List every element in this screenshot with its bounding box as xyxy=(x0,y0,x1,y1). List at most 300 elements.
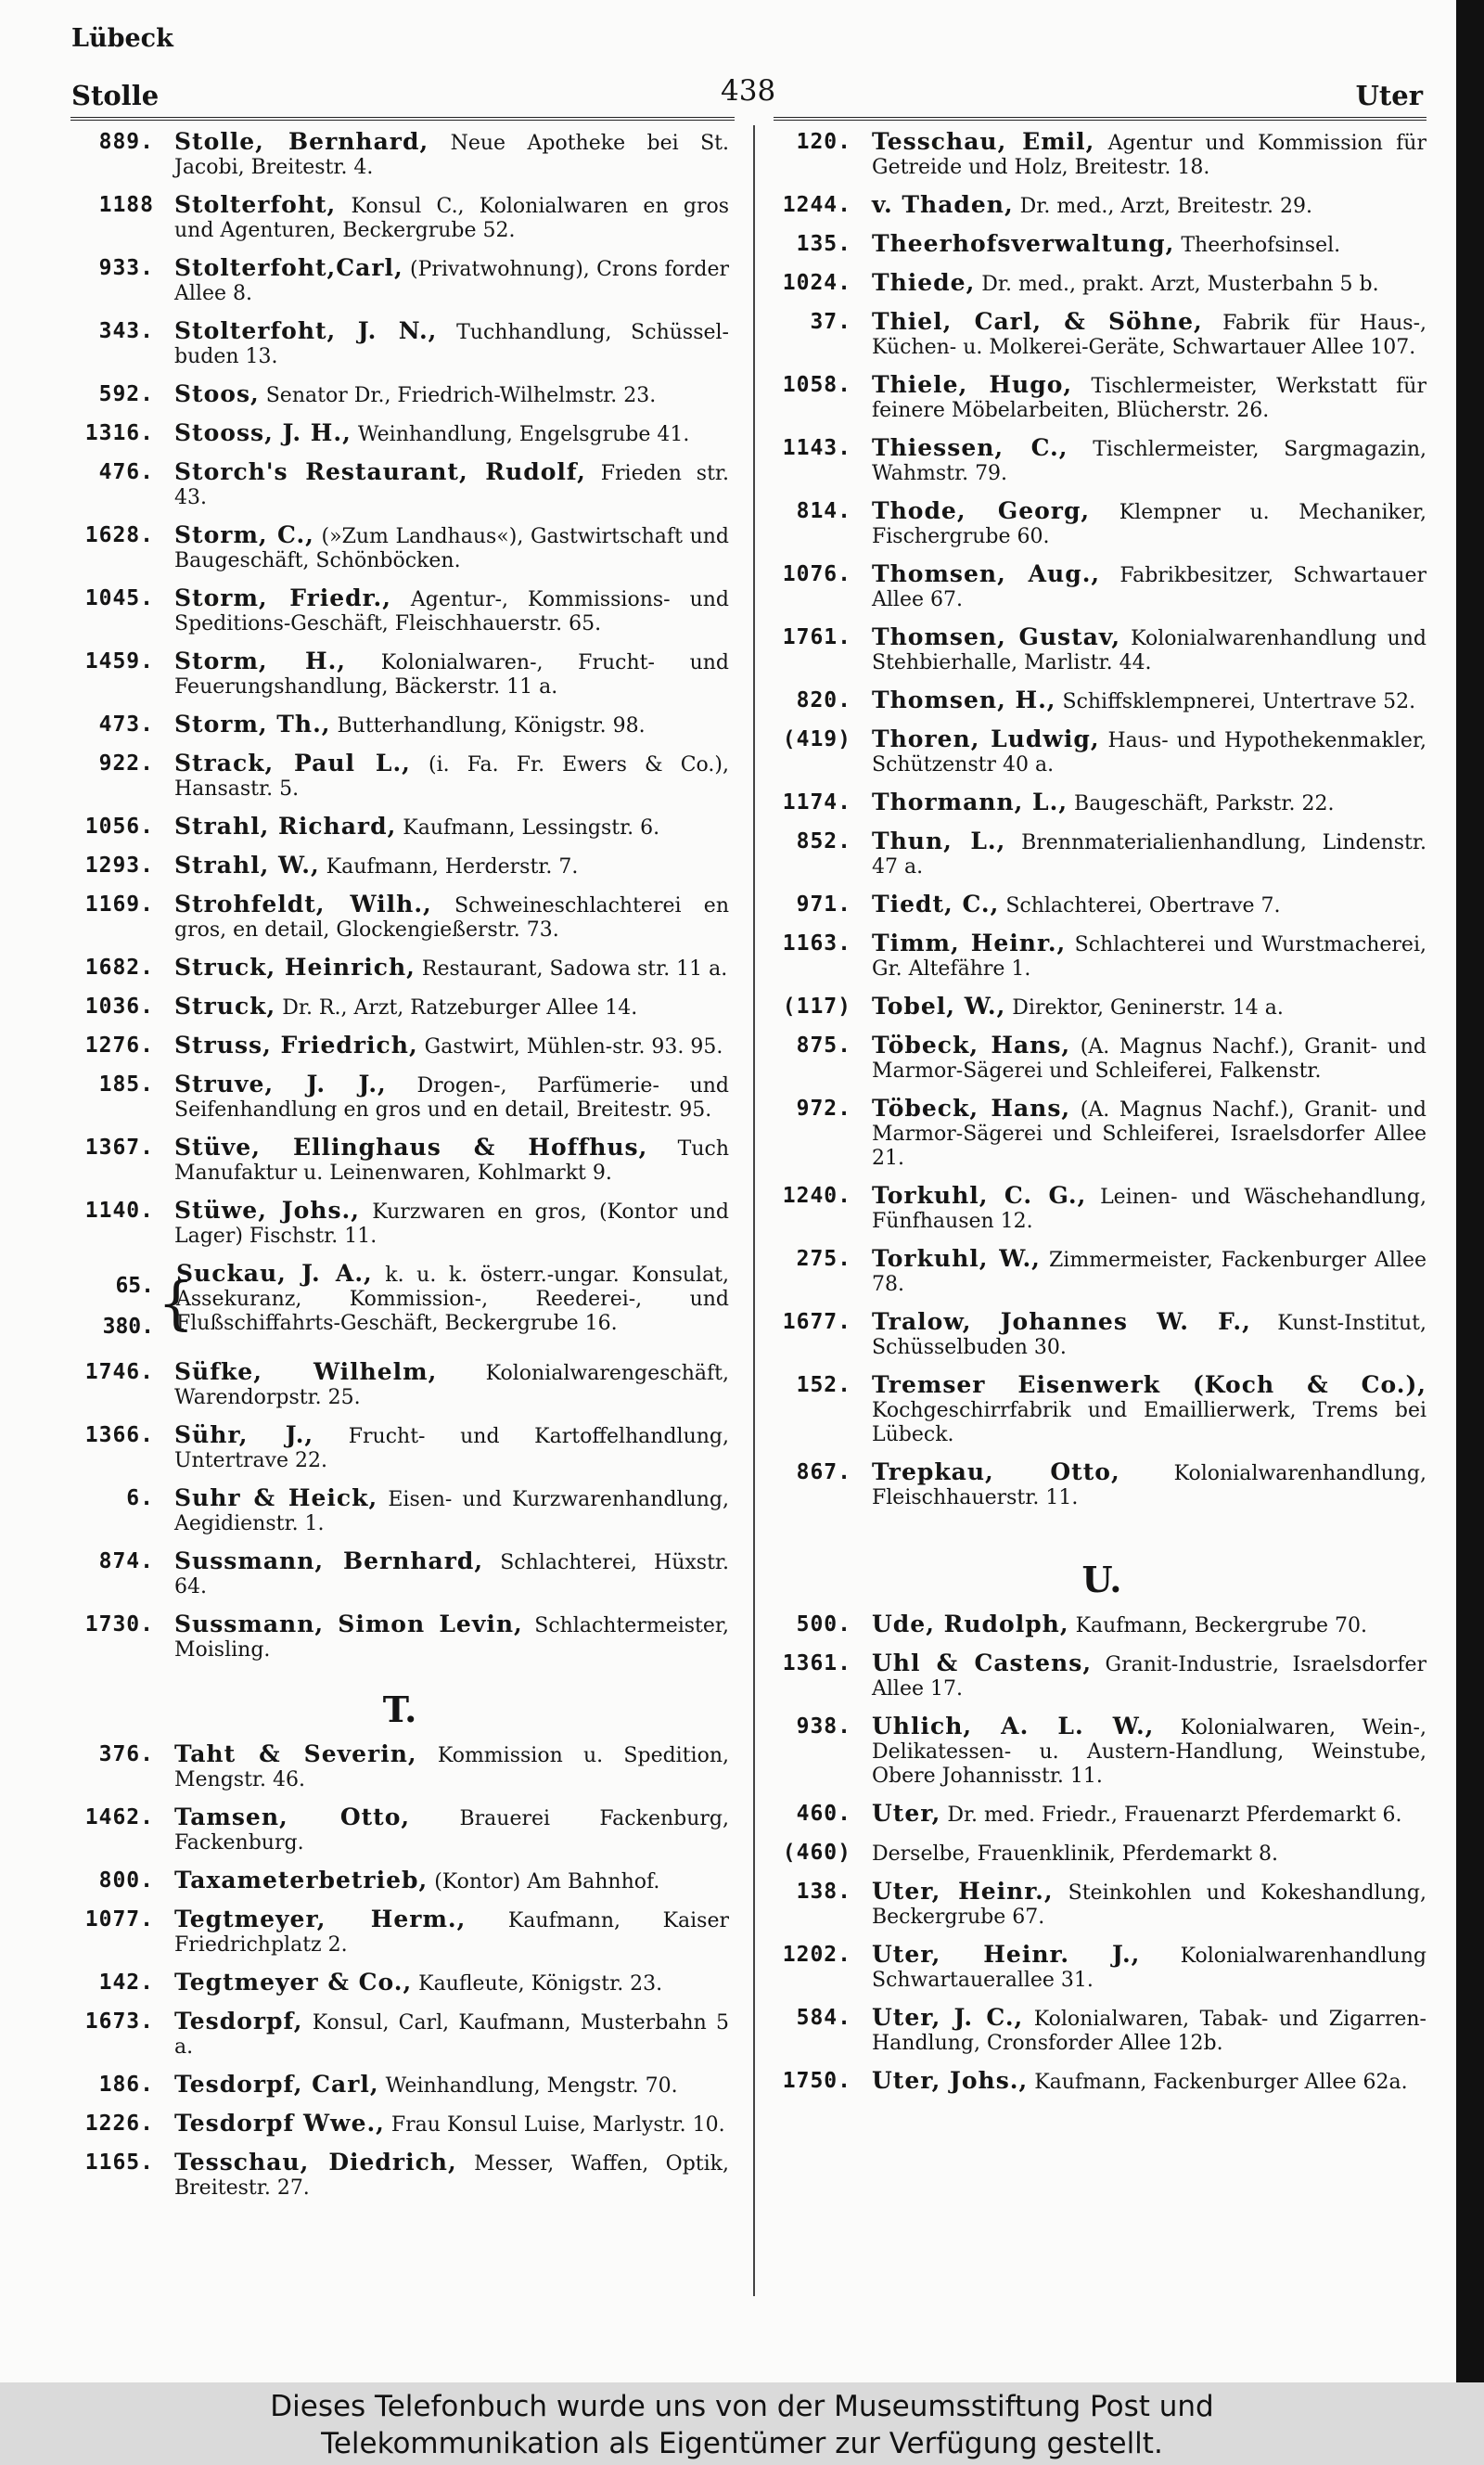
directory-entry xyxy=(70,1360,729,1410)
directory-entry xyxy=(70,421,729,447)
entry-details: Zimmermeister, Fackenburger Allee 78. xyxy=(872,1249,1427,1296)
entry-name: Taxameterbetrieb, xyxy=(174,1867,429,1894)
phone-number: 1730. xyxy=(84,1612,154,1637)
entry-name: Torkuhl, W., xyxy=(872,1245,1041,1272)
entry-text xyxy=(872,1310,1426,1360)
directory-entry xyxy=(777,1714,1426,1789)
directory-entry xyxy=(777,625,1426,675)
phone-number: 1316. xyxy=(84,421,154,445)
entry-text xyxy=(872,688,1426,714)
directory-entry xyxy=(70,2009,729,2060)
entry-name: Uter, Johs., xyxy=(872,2067,1029,2094)
phone-number: 1673. xyxy=(84,2009,154,2034)
phone-number: 500. xyxy=(796,1612,851,1637)
phone-number: 800. xyxy=(98,1868,154,1893)
directory-entry xyxy=(777,829,1426,879)
entry-text xyxy=(174,995,729,1021)
directory-entry xyxy=(777,1841,1426,1867)
entry-text xyxy=(174,1612,729,1663)
entry-details: Kolonialwarenhandlung Schwartauerallee 31. xyxy=(872,1945,1427,1992)
entry-text xyxy=(872,310,1426,360)
entry-text xyxy=(872,892,1426,918)
directory-entry xyxy=(70,130,729,180)
entry-details: Weinhandlung, Engelsgrube 41. xyxy=(357,423,690,446)
phone-number: 1293. xyxy=(84,854,154,878)
entry-details: Dr. med., prakt. Arzt, Musterbahn 5 b. xyxy=(981,273,1379,296)
entry-name: Taht & Severin, xyxy=(174,1740,417,1767)
entry-text xyxy=(174,956,729,982)
entry-details: Kaufmann, Fackenburger Allee 62a. xyxy=(1034,2071,1408,2094)
directory-entry xyxy=(70,1423,729,1473)
entry-details: (A. Magnus Nachf.), Granit- und Marmor-Sägerei und Schleiferei, Falkenstr. xyxy=(872,1035,1427,1083)
entry-text xyxy=(872,995,1426,1021)
directory-entry xyxy=(777,271,1426,297)
entry-name: Storm, Th., xyxy=(174,711,331,738)
entry-name: v. Thaden, xyxy=(872,191,1014,218)
header-rule-left xyxy=(70,117,735,121)
directory-entry xyxy=(777,562,1426,612)
page-number: 438 xyxy=(721,74,776,108)
phone-number: 938. xyxy=(796,1714,851,1739)
entry-details: Kolonialwarengeschäft, Warendorpstr. 25. xyxy=(174,1362,729,1409)
directory-entry xyxy=(777,1097,1426,1171)
directory-entry xyxy=(777,1802,1426,1828)
entry-details: Schiffsklempnerei, Untertrave 52. xyxy=(1062,690,1416,713)
directory-entry xyxy=(70,586,729,636)
entry-text xyxy=(872,1184,1426,1234)
entry-text xyxy=(174,2150,729,2201)
entry-details: (Kontor) Am Bahnhof. xyxy=(434,1870,660,1894)
entry-text xyxy=(872,1943,1426,1993)
entry-name: Tobel, W., xyxy=(872,993,1006,1020)
entry-name: Strahl, Richard, xyxy=(174,813,397,840)
phone-number: 142. xyxy=(98,1971,154,1995)
entry-details: Tischlermeister, Sargmagazin, Wahmstr. 79. xyxy=(872,438,1426,485)
directory-entry xyxy=(777,1184,1426,1234)
entry-name: Tralow, Johannes W. F., xyxy=(872,1308,1251,1335)
braced-entry xyxy=(70,1262,729,1347)
entry-details: Fabrikbesitzer, Schwartauer Allee 67. xyxy=(872,564,1427,611)
entry-details: Dr. med. Friedr., Frauenarzt Pferdemarkt 6. xyxy=(947,1804,1402,1827)
entry-name: Struck, Heinrich, xyxy=(174,954,416,981)
entry-name: Tesschau, Diedrich, xyxy=(174,2149,457,2176)
directory-entry xyxy=(70,1199,729,1249)
phone-number: (460) xyxy=(782,1841,851,1865)
phone-number: 476. xyxy=(98,460,154,484)
phone-number: 1143. xyxy=(782,436,851,460)
directory-entry xyxy=(70,193,729,243)
entry-name: Thomsen, Aug., xyxy=(872,560,1101,587)
phone-number: 1761. xyxy=(782,625,851,649)
entry-name: Suhr & Heick, xyxy=(174,1484,378,1511)
entry-name: Tesdorpf, xyxy=(174,2008,303,2035)
directory-entry xyxy=(70,854,729,879)
directory-entry xyxy=(777,1943,1426,1993)
phone-number: 922. xyxy=(98,751,154,776)
entry-name: Strahl, W., xyxy=(174,852,320,879)
entry-details: Frieden str. 43. xyxy=(174,462,729,509)
phone-number: (117) xyxy=(782,995,851,1019)
entry-name: Tegtmeyer, Herm., xyxy=(174,1906,467,1932)
entry-details: k. u. k. österr.-ungar. Konsulat, Assekuranz, Kommission-, Reederei-, und Flußschiffahrts-Geschäft, Beckergrube 16. xyxy=(176,1264,730,1335)
directory-entry xyxy=(70,2112,729,2138)
entry-name: Uhl & Castens, xyxy=(872,1650,1093,1676)
entry-text xyxy=(174,193,729,243)
entry-text xyxy=(872,562,1426,612)
phone-number: 1076. xyxy=(782,562,851,586)
entry-details: Schlachterei und Wurstmacherei, Gr. Altefähre 1. xyxy=(872,933,1426,981)
entry-text xyxy=(174,586,729,636)
phone-number: 1174. xyxy=(782,790,851,815)
phone-number: 1628. xyxy=(84,523,154,547)
entry-name: Storm, H., xyxy=(174,648,347,674)
entry-text xyxy=(174,1423,729,1473)
curly-brace: { xyxy=(158,1269,195,1337)
phone-number: 1188 xyxy=(98,193,154,217)
scan-edge xyxy=(1456,0,1484,2382)
entry-text xyxy=(174,713,729,738)
entry-text xyxy=(174,523,729,573)
directory-entry xyxy=(777,931,1426,982)
right-entries xyxy=(777,130,1426,1510)
entry-details: Frau Konsul Luise, Marlystr. 10. xyxy=(390,2113,725,2137)
directory-entry xyxy=(70,956,729,982)
entry-text xyxy=(174,319,729,369)
entry-text xyxy=(174,854,729,879)
entry-name: Tesschau, Emil, xyxy=(872,128,1095,155)
phone-number: 37. xyxy=(810,310,851,334)
entry-text xyxy=(872,1460,1426,1510)
directory-entry xyxy=(777,1373,1426,1447)
phone-number: 1036. xyxy=(84,995,154,1019)
header-rule-right xyxy=(774,117,1426,121)
phone-number: 852. xyxy=(796,829,851,854)
entry-details: Kommission u. Spedition, Mengstr. 46. xyxy=(174,1744,729,1791)
entry-details: Kaufmann, Herderstr. 7. xyxy=(326,855,579,879)
phone-number: 152. xyxy=(796,1373,851,1397)
directory-entry xyxy=(70,713,729,738)
entry-name: Töbeck, Hans, xyxy=(872,1032,1071,1059)
entry-name: Uhlich, A. L. W., xyxy=(872,1713,1155,1740)
entry-text xyxy=(872,1714,1426,1789)
phone-number: 120. xyxy=(796,130,851,154)
entry-details: Kolonialwarenhandlung, Fleischhauerstr. 11. xyxy=(872,1462,1427,1509)
directory-entry xyxy=(777,1034,1426,1084)
entry-details: Kaufmann, Lessingstr. 6. xyxy=(403,816,660,840)
entry-text xyxy=(174,1072,729,1123)
phone-number: 135. xyxy=(796,232,851,256)
entry-name: Thiele, Hugo, xyxy=(872,371,1073,398)
entry-name: Uter, J. C., xyxy=(872,2004,1024,2031)
entry-text xyxy=(174,751,729,802)
phone-number: 1459. xyxy=(84,649,154,674)
entry-text xyxy=(872,1247,1426,1297)
phone-number: 1045. xyxy=(84,586,154,610)
phone-number: 1163. xyxy=(782,931,851,956)
entry-name: Storch's Restaurant, Rudolf, xyxy=(174,458,586,485)
entry-name: Thiessen, C., xyxy=(872,434,1068,461)
directory-entry xyxy=(777,892,1426,918)
braced-number: 380. xyxy=(102,1315,154,1339)
entry-details: Schlachterei, Obertrave 7. xyxy=(1005,894,1281,918)
header-last-entry: Uter xyxy=(1355,80,1423,111)
entry-text xyxy=(872,1802,1426,1828)
phone-number: 971. xyxy=(796,892,851,917)
entry-details: Leinen- und Wäschehandlung, Fünfhausen 12. xyxy=(872,1186,1426,1233)
directory-entry xyxy=(70,1612,729,1663)
directory-entry xyxy=(777,1310,1426,1360)
entry-text xyxy=(872,2069,1426,2095)
directory-entry xyxy=(70,1971,729,1996)
entry-name: Töbeck, Hans, xyxy=(872,1095,1071,1122)
entry-text xyxy=(174,1199,729,1249)
left-column xyxy=(70,130,729,2214)
entry-details: Weinhandlung, Mengstr. 70. xyxy=(385,2074,678,2098)
phone-number: 1226. xyxy=(84,2112,154,2136)
entry-details: Drogen-, Parfümerie- und Seifenhandlung en gros und en detail, Breitestr. 95. xyxy=(174,1074,729,1122)
directory-entry xyxy=(777,436,1426,486)
entry-name: Stolterfoht, J. N., xyxy=(174,317,438,344)
section-letter-u: U. xyxy=(1081,1559,1122,1600)
phone-number: 1056. xyxy=(84,815,154,839)
entry-details: Kaufmann, Beckergrube 70. xyxy=(1075,1614,1367,1637)
entry-details: Tuch Manufaktur u. Leinenwaren, Kohlmarkt 9. xyxy=(174,1137,729,1185)
phone-number: (419) xyxy=(782,727,851,751)
entry-details: Direktor, Geninerstr. 14 a. xyxy=(1012,996,1284,1020)
phone-number: 376. xyxy=(98,1742,154,1766)
entry-text xyxy=(872,1097,1426,1171)
entry-text xyxy=(174,1486,729,1536)
entry-name: Tesdorpf Wwe., xyxy=(174,2110,385,2137)
entry-name: Theerhofsverwaltung, xyxy=(872,230,1175,257)
phone-number: 1367. xyxy=(84,1136,154,1160)
entry-details: (»Zum Landhaus«), Gastwirtschaft und Baugeschäft, Schönböcken. xyxy=(174,525,729,572)
entry-text xyxy=(872,373,1426,423)
entry-details: Steinkohlen und Kokeshandlung, Beckergrube 67. xyxy=(872,1881,1427,1929)
phone-number: 1244. xyxy=(782,193,851,217)
phone-number: 875. xyxy=(796,1034,851,1058)
directory-entry xyxy=(777,1247,1426,1297)
entry-name: Tamsen, Otto, xyxy=(174,1804,411,1830)
entry-details: Senator Dr., Friedrich-Wilhelmstr. 23. xyxy=(265,384,657,407)
phone-number: 1202. xyxy=(782,1943,851,1967)
phone-number: 972. xyxy=(796,1097,851,1121)
phone-number: 867. xyxy=(796,1460,851,1484)
entry-details: Klempner u. Mechaniker, Fischergrube 60. xyxy=(872,501,1426,548)
directory-entry xyxy=(70,256,729,306)
directory-entry xyxy=(70,751,729,802)
entry-name: Sühr, J., xyxy=(174,1421,314,1448)
entry-details: (A. Magnus Nachf.), Granit- und Marmor-Sägerei und Schleiferei, Israelsdorfer Allee 21. xyxy=(872,1098,1427,1170)
directory-entry xyxy=(70,1805,729,1855)
directory-entry xyxy=(70,2150,729,2201)
entry-details: Kaufleute, Königstr. 23. xyxy=(418,1972,663,1996)
left-entries-2 xyxy=(70,1360,729,1663)
right-entries-2 xyxy=(777,1612,1426,2095)
entry-text xyxy=(872,130,1426,180)
phone-number: 138. xyxy=(796,1880,851,1904)
phone-number: 1240. xyxy=(782,1184,851,1208)
directory-entry xyxy=(777,790,1426,816)
entry-text xyxy=(174,892,729,943)
directory-entry xyxy=(777,1880,1426,1930)
phone-number: 1462. xyxy=(84,1805,154,1829)
phone-number: 814. xyxy=(796,499,851,523)
phone-number: 820. xyxy=(796,688,851,713)
entry-name: Storm, C., xyxy=(174,521,314,548)
entry-name: Uter, Heinr. J., xyxy=(872,1941,1141,1968)
entry-details: (Privatwohnung), Crons forder Allee 8. xyxy=(174,258,729,305)
phone-number: 1077. xyxy=(84,1907,154,1932)
directory-entry xyxy=(70,1486,729,1536)
entry-name: Thomsen, Gustav, xyxy=(872,623,1121,650)
entry-text xyxy=(174,2073,729,2099)
phone-number: 1276. xyxy=(84,1034,154,1058)
directory-entry xyxy=(70,1034,729,1059)
entry-details: Theerhofsinsel. xyxy=(1181,234,1341,257)
directory-entry xyxy=(70,382,729,408)
footer-line: Telekommunikation als Eigentümer zur Verfügung gestellt. xyxy=(321,2427,1163,2460)
entry-details: Kolonialwaren, Wein-, Delikatessen- u. Austern-Handlung, Weinstube, Obere Johannisstr. 11. xyxy=(872,1716,1426,1788)
entry-details: Schweineschlachterei en gros, en detail, Glockengießerstr. 73. xyxy=(174,894,729,942)
entry-details: Kolonialwaren-, Frucht- und Feuerungshandlung, Bäckerstr. 11 a. xyxy=(174,651,729,699)
copyright-footer xyxy=(0,2382,1484,2465)
entry-name: Timm, Heinr., xyxy=(872,930,1067,956)
entry-text xyxy=(872,1034,1426,1084)
entry-name: Sussmann, Bernhard, xyxy=(174,1547,484,1574)
entry-text xyxy=(872,1841,1426,1867)
entry-name: Thun, L., xyxy=(872,828,1006,854)
entry-name: Suckau, J. A., xyxy=(176,1260,373,1287)
entry-details: Brennmaterialienhandlung, Lindenstr. 47 a. xyxy=(872,831,1426,879)
phone-number: 1140. xyxy=(84,1199,154,1223)
directory-entry xyxy=(777,688,1426,714)
entry-details: Konsul, Carl, Kaufmann, Musterbahn 5 a. xyxy=(174,2011,729,2059)
entry-name: Thode, Georg, xyxy=(872,497,1091,524)
entry-details: Brauerei Fackenburg, Fackenburg. xyxy=(174,1807,729,1855)
entry-text xyxy=(174,1971,729,1996)
entry-name: Tesdorpf, Carl, xyxy=(174,2071,379,2098)
directory-entry xyxy=(777,232,1426,258)
entry-details: Granit-Industrie, Israelsdorfer Allee 17. xyxy=(872,1653,1426,1701)
directory-entry xyxy=(70,1072,729,1123)
phone-number: 874. xyxy=(98,1549,154,1573)
entry-details: Kunst-Institut, Schüsselbuden 30. xyxy=(872,1312,1426,1359)
entry-name: Torkuhl, C. G., xyxy=(872,1182,1087,1209)
directory-entry xyxy=(70,1868,729,1894)
entry-details: Agentur-, Kommissions- und Speditions-Geschäft, Fleischhauerstr. 65. xyxy=(174,588,729,636)
entry-details: Butterhandlung, Königstr. 98. xyxy=(337,714,646,738)
phone-number: 1677. xyxy=(782,1310,851,1334)
entry-name: Thiel, Carl, & Söhne, xyxy=(872,308,1203,335)
entry-text xyxy=(872,499,1426,549)
entry-name: Thormann, L., xyxy=(872,789,1068,815)
directory-entry xyxy=(70,1742,729,1792)
entry-details: Tischlermeister, Werkstatt für feinere Möbelarbeiten, Blücherstr. 26. xyxy=(872,375,1426,422)
phone-number: 1361. xyxy=(782,1651,851,1675)
phone-number: 1165. xyxy=(84,2150,154,2175)
entry-text xyxy=(174,1742,729,1792)
entry-text xyxy=(872,271,1426,297)
entry-name: Storm, Friedr., xyxy=(174,584,391,611)
entry-details: Kochgeschirrfabrik und Emaillierwerk, Trems bei Lübeck. xyxy=(872,1399,1426,1446)
directory-entry xyxy=(70,2073,729,2099)
entry-text xyxy=(174,460,729,510)
phone-number: 185. xyxy=(98,1072,154,1097)
entry-details: Dr. med., Arzt, Breitestr. 29. xyxy=(1019,195,1312,218)
entry-name: Ude, Rudolph, xyxy=(872,1611,1069,1637)
entry-name: Tremser Eisenwerk (Koch & Co.), xyxy=(872,1371,1426,1398)
entry-name: Thiede, xyxy=(872,269,976,296)
entry-name: Stüve, Ellinghaus & Hoffhus, xyxy=(174,1134,648,1161)
phone-number: 6. xyxy=(126,1486,154,1510)
phone-number: 592. xyxy=(98,382,154,406)
entry-details: Messer, Waffen, Optik, Breitestr. 27. xyxy=(174,2152,729,2200)
entry-details: Agentur und Kommission für Getreide und Holz, Breitestr. 18. xyxy=(872,132,1426,179)
directory-entry xyxy=(777,1612,1426,1638)
entry-name: Struve, J. J., xyxy=(174,1071,387,1098)
entry-name: Trepkau, Otto, xyxy=(872,1458,1120,1485)
directory-entry xyxy=(777,1460,1426,1510)
phone-number: 1682. xyxy=(84,956,154,980)
directory-entry xyxy=(70,649,729,700)
directory-entry xyxy=(70,995,729,1021)
entry-name: Strohfeldt, Wilh., xyxy=(174,891,432,918)
directory-entry xyxy=(70,1907,729,1958)
phone-number: 460. xyxy=(796,1802,851,1826)
entry-details: Schlachterei, Hüxstr. 64. xyxy=(174,1551,730,1598)
entry-name: Tegtmeyer & Co., xyxy=(174,1969,413,1996)
entry-details: Gastwirt, Mühlen-str. 93. 95. xyxy=(424,1035,723,1059)
directory-entry xyxy=(70,892,729,943)
entry-text xyxy=(174,421,729,447)
directory-entry xyxy=(777,2006,1426,2056)
entry-details: Tuchhandlung, Schüssel-buden 13. xyxy=(174,321,729,368)
directory-entry xyxy=(777,727,1426,777)
column-divider xyxy=(753,125,755,2296)
left-entries-3 xyxy=(70,1742,729,2201)
entry-text xyxy=(174,1034,729,1059)
entry-text xyxy=(174,815,729,841)
directory-entry xyxy=(777,373,1426,423)
entry-text xyxy=(174,649,729,700)
entry-text xyxy=(176,1262,729,1347)
entry-text xyxy=(872,790,1426,816)
directory-entry xyxy=(777,995,1426,1021)
entry-text xyxy=(872,625,1426,675)
entry-text xyxy=(174,256,729,306)
entry-text xyxy=(872,193,1426,219)
directory-entry xyxy=(70,815,729,841)
entry-text xyxy=(174,1868,729,1894)
entry-name: Thomsen, H., xyxy=(872,687,1056,713)
phone-number: 584. xyxy=(796,2006,851,2030)
directory-entry xyxy=(777,130,1426,180)
entry-name: Süfke, Wilhelm, xyxy=(174,1358,438,1385)
phone-number: 1366. xyxy=(84,1423,154,1447)
directory-entry xyxy=(70,1549,729,1599)
entry-name: Stooss, J. H., xyxy=(174,419,352,446)
header-first-entry: Stolle xyxy=(71,80,160,111)
entry-details: Derselbe, Frauenklinik, Pferdemarkt 8. xyxy=(872,1842,1279,1866)
entry-details: Frucht- und Kartoffelhandlung, Untertrave 22. xyxy=(174,1425,729,1472)
entry-details: Restaurant, Sadowa str. 11 a. xyxy=(421,957,728,981)
phone-number: 1750. xyxy=(782,2069,851,2093)
section-letter-t: T. xyxy=(382,1688,417,1730)
entry-text xyxy=(174,2009,729,2060)
entry-details: Dr. R., Arzt, Ratzeburger Allee 14. xyxy=(282,996,638,1020)
phone-number: 1058. xyxy=(782,373,851,397)
